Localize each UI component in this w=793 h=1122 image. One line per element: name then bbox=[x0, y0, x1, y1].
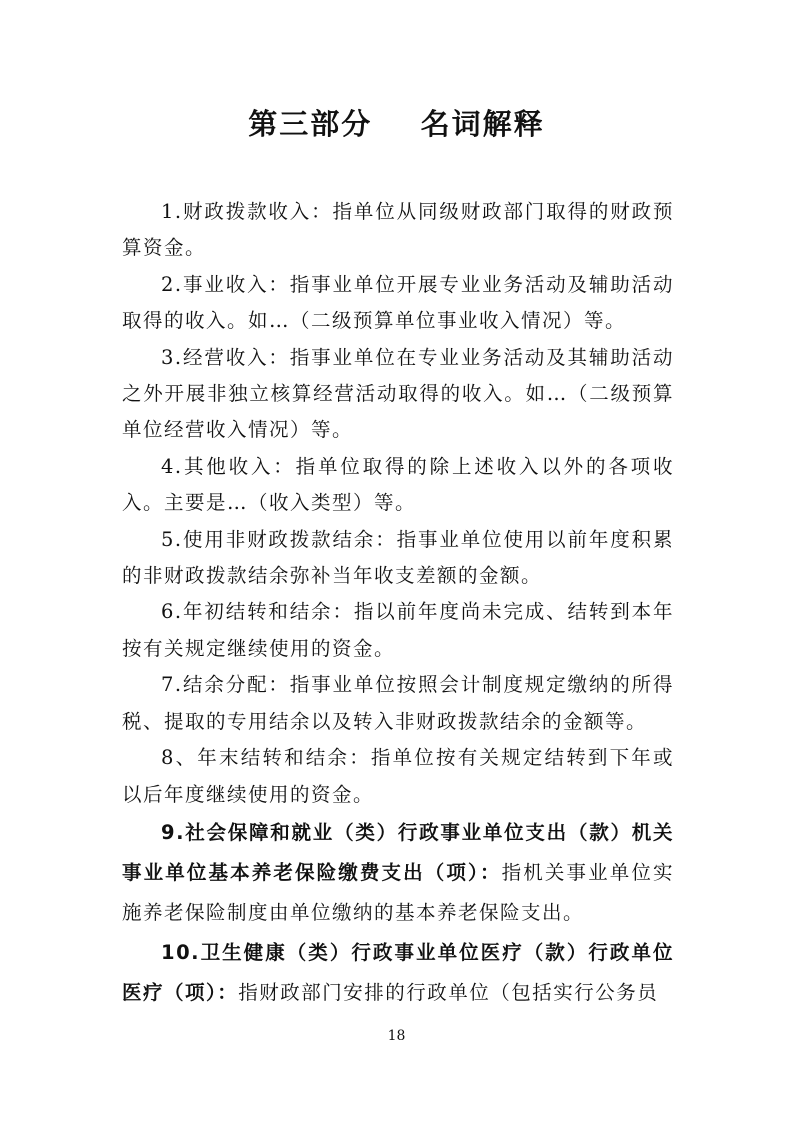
paragraph-9 bbox=[122, 813, 674, 933]
paragraph-3 bbox=[122, 340, 674, 449]
paragraph-4 bbox=[122, 449, 674, 522]
paragraph-text: 7.结余分配：指事业单位按照会计制度规定缴纳的所得税、提取的专用结余以及转入非财政拨款结余的金额等。 bbox=[122, 673, 674, 733]
paragraph-text: 5.使用非财政拨款结余：指事业单位使用以前年度积累的非财政拨款结余弥补当年收支差额的金额。 bbox=[122, 527, 674, 588]
paragraph-7 bbox=[122, 667, 674, 740]
paragraph-8 bbox=[122, 740, 674, 813]
paragraph-text: 3.经营收入：指事业单位在专业业务活动及其辅助活动之外开展非独立核算经营活动取得的收入。如…（二级预算单位经营收入情况）等。 bbox=[122, 345, 674, 442]
page-number: 18 bbox=[387, 1028, 406, 1044]
paragraph-text: 4.其他收入：指单位取得的除上述收入以外的各项收入。主要是…（收入类型）等。 bbox=[122, 454, 674, 515]
paragraph-text: 1.财政拨款收入：指单位从同级财政部门取得的财政预算资金。 bbox=[122, 200, 674, 260]
page-title: 第三部分 名词解释 bbox=[248, 107, 545, 141]
paragraph-text: 8、年末结转和结余：指单位按有关规定结转到下年或以后年度继续使用的资金。 bbox=[122, 746, 674, 806]
paragraph-text: 6.年初结转和结余：指以前年度尚未完成、结转到本年按有关规定继续使用的资金。 bbox=[122, 600, 674, 660]
paragraph-2 bbox=[122, 267, 674, 340]
paragraph-text: 指机关事业单位实施养老保险制度由单位缴纳的基本养老保险支出。 bbox=[122, 860, 674, 924]
paragraph-text: 2.事业收入：指事业单位开展专业业务活动及辅助活动取得的收入。如…（二级预算单位事业收入情况）等。 bbox=[122, 272, 674, 333]
paragraph-lead: 9.社会保障和就业（类）行政事业单位支出（款）机关事业单位基本养老保险缴费支出（项）： bbox=[122, 820, 674, 884]
paragraph-1 bbox=[122, 194, 674, 267]
paragraph-lead: 10.卫生健康（类）行政事业单位医疗（款）行政单位医疗（项）： bbox=[122, 940, 674, 1004]
paragraph-5 bbox=[122, 522, 674, 595]
document-body bbox=[122, 194, 674, 1013]
paragraph-6 bbox=[122, 594, 674, 667]
paragraph-10 bbox=[122, 933, 674, 1013]
paragraph-text: 指财政部门安排的行政单位（包括实行公务员 bbox=[238, 980, 659, 1004]
